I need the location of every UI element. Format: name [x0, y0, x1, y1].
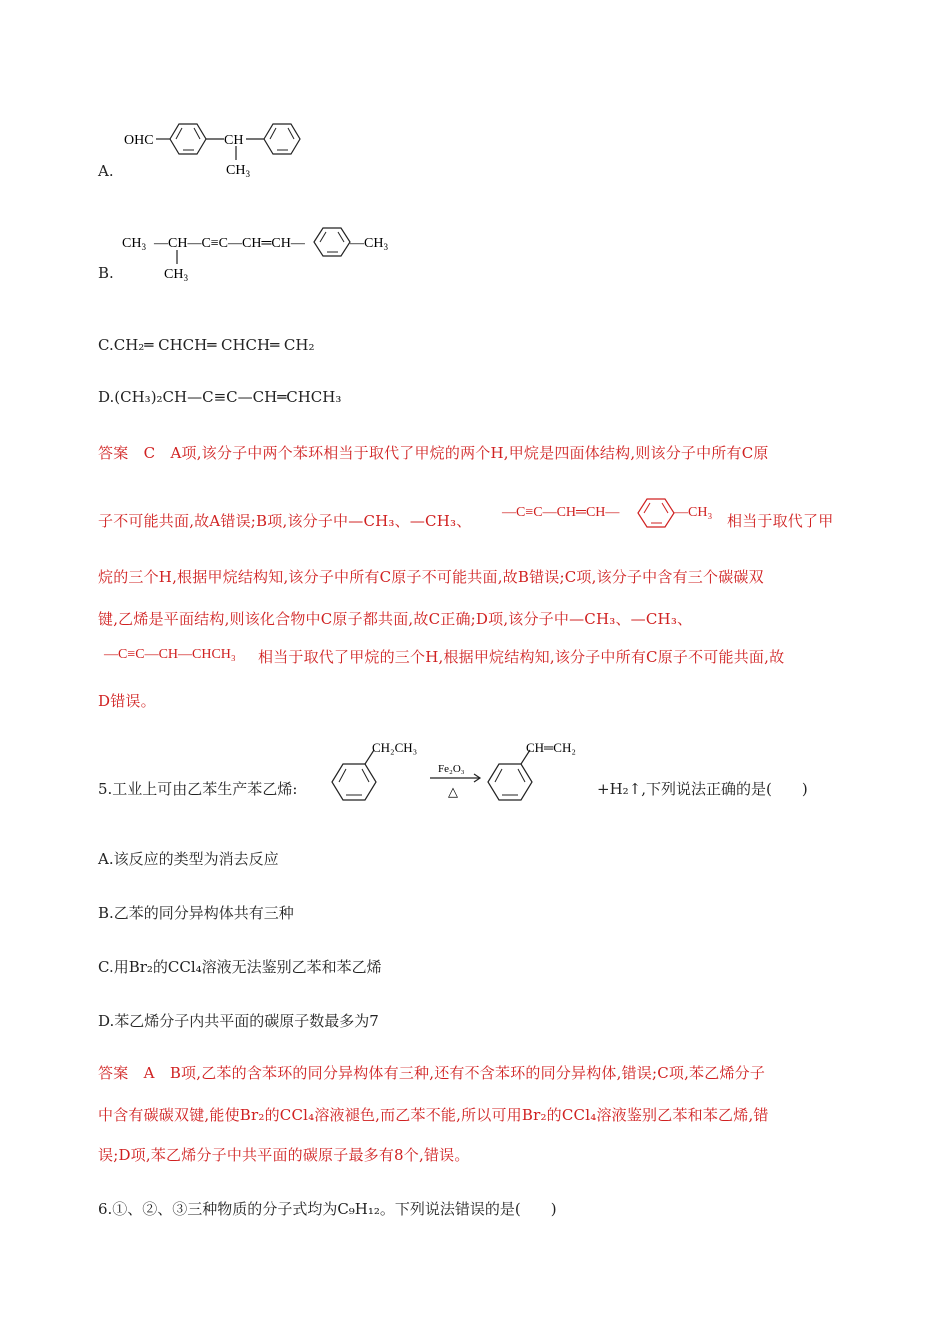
ch3-label: $CH_3$ [226, 163, 250, 179]
ohc-label: OHC [124, 133, 154, 148]
svg-text:CH₂CH₃: CH₂CH₃ [372, 740, 418, 755]
benzene-ring-2 [264, 124, 300, 154]
svg-text:CH3: $CH_3$ [164, 267, 188, 283]
svg-text:CH3: $CH_3$ [122, 236, 146, 252]
q5-option-c: C.用Br₂的CCl₄溶液无法鉴别乙苯和苯乙烯 [98, 958, 382, 976]
option-a-label: A. [98, 162, 114, 180]
svg-text:—CH3: $—CH_3$ [350, 236, 388, 252]
option-a-structure [120, 118, 320, 180]
answer4-line5b: 相当于取代了甲烷的三个H,根据甲烷结构知,该分子中所有C原子不可能共面,故 [258, 648, 785, 666]
svg-text:—C≡C—CH—CHCH₃: —C≡C—CH—CHCH₃ [104, 647, 236, 662]
ethylbenzene [332, 740, 417, 800]
answer5-line2: 中含有碳碳双键,能使Br₂的CCl₄溶液褪色,而乙苯不能,所以可用Br₂的CCl₄溶液鉴别乙苯和苯乙烯,错 [98, 1106, 769, 1124]
q5-option-d: D.苯乙烯分子内共平面的碳原子数最多为7 [98, 1012, 379, 1030]
option-b-label: B. [98, 264, 114, 282]
q6-stem: 6.①、②、③三种物质的分子式均为C₉H₁₂。下列说法错误的是( ) [98, 1200, 557, 1218]
q5-stem-a: 5.工业上可由乙苯生产苯乙烯: [98, 780, 298, 798]
catalyst: Fe₂O₃ [438, 763, 465, 775]
answer5-line1: 答案 A B项,乙苯的含苯环的同分异构体有三种,还有不含苯环的同分异构体,错误;C项,苯乙烯分子 [98, 1064, 766, 1082]
answer4-line2a: 子不可能共面,故A错误;B项,该分子中—CH₃、—CH₃、 [98, 512, 472, 530]
benzene-ring-b [314, 228, 350, 256]
answer4-line1: 答案 C A项,该分子中两个苯环相当于取代了甲烷的两个H,甲烷是四面体结构,则该分子中所有C原 [98, 444, 769, 462]
option-d: D.(CH₃)₂CH—C≡C—CH═CHCH₃ [98, 388, 342, 406]
answer4-line4: 键,乙烯是平面结构,则该化合物中C原子都共面,故C正确;D项,该分子中—CH₃、—CH₃、 [98, 610, 693, 628]
q5-option-a: A.该反应的类型为消去反应 [98, 850, 279, 868]
q5-stem-b: +H₂↑,下列说法正确的是( ) [597, 780, 808, 798]
answer4-line3: 烷的三个H,根据甲烷结构知,该分子中所有C原子不可能共面,故B错误;C项,该分子中含有三个碳碳双 [98, 568, 764, 586]
answer4-formula-2 [104, 638, 254, 664]
svg-text:CH═CH₂: CH═CH₂ [526, 740, 576, 755]
answer4-line6: D错误。 [98, 692, 156, 710]
svg-text:—C≡C—CH═CH—: —C≡C—CH═CH— [502, 505, 620, 520]
q5-option-b: B.乙苯的同分异构体共有三种 [98, 904, 294, 922]
option-b-structure [120, 228, 410, 284]
answer4-line2b: 相当于取代了甲 [727, 512, 834, 530]
option-b-chain: —CH—C≡C—CH═CH— [154, 236, 305, 251]
svg-text:—CH₃: —CH₃ [674, 505, 713, 520]
ch-label: CH [224, 133, 244, 148]
option-c: C.CH₂═ CHCH═ CHCH═ CH₂ [98, 336, 315, 354]
styrene [488, 740, 576, 800]
benzene-ring-1 [170, 124, 206, 154]
answer4-formula-1 [502, 496, 724, 532]
answer5-line3: 误;D项,苯乙烯分子中共平面的碳原子最多有8个,错误。 [98, 1146, 470, 1164]
q5-reaction [330, 734, 600, 806]
heat-condition: △ [448, 784, 458, 799]
